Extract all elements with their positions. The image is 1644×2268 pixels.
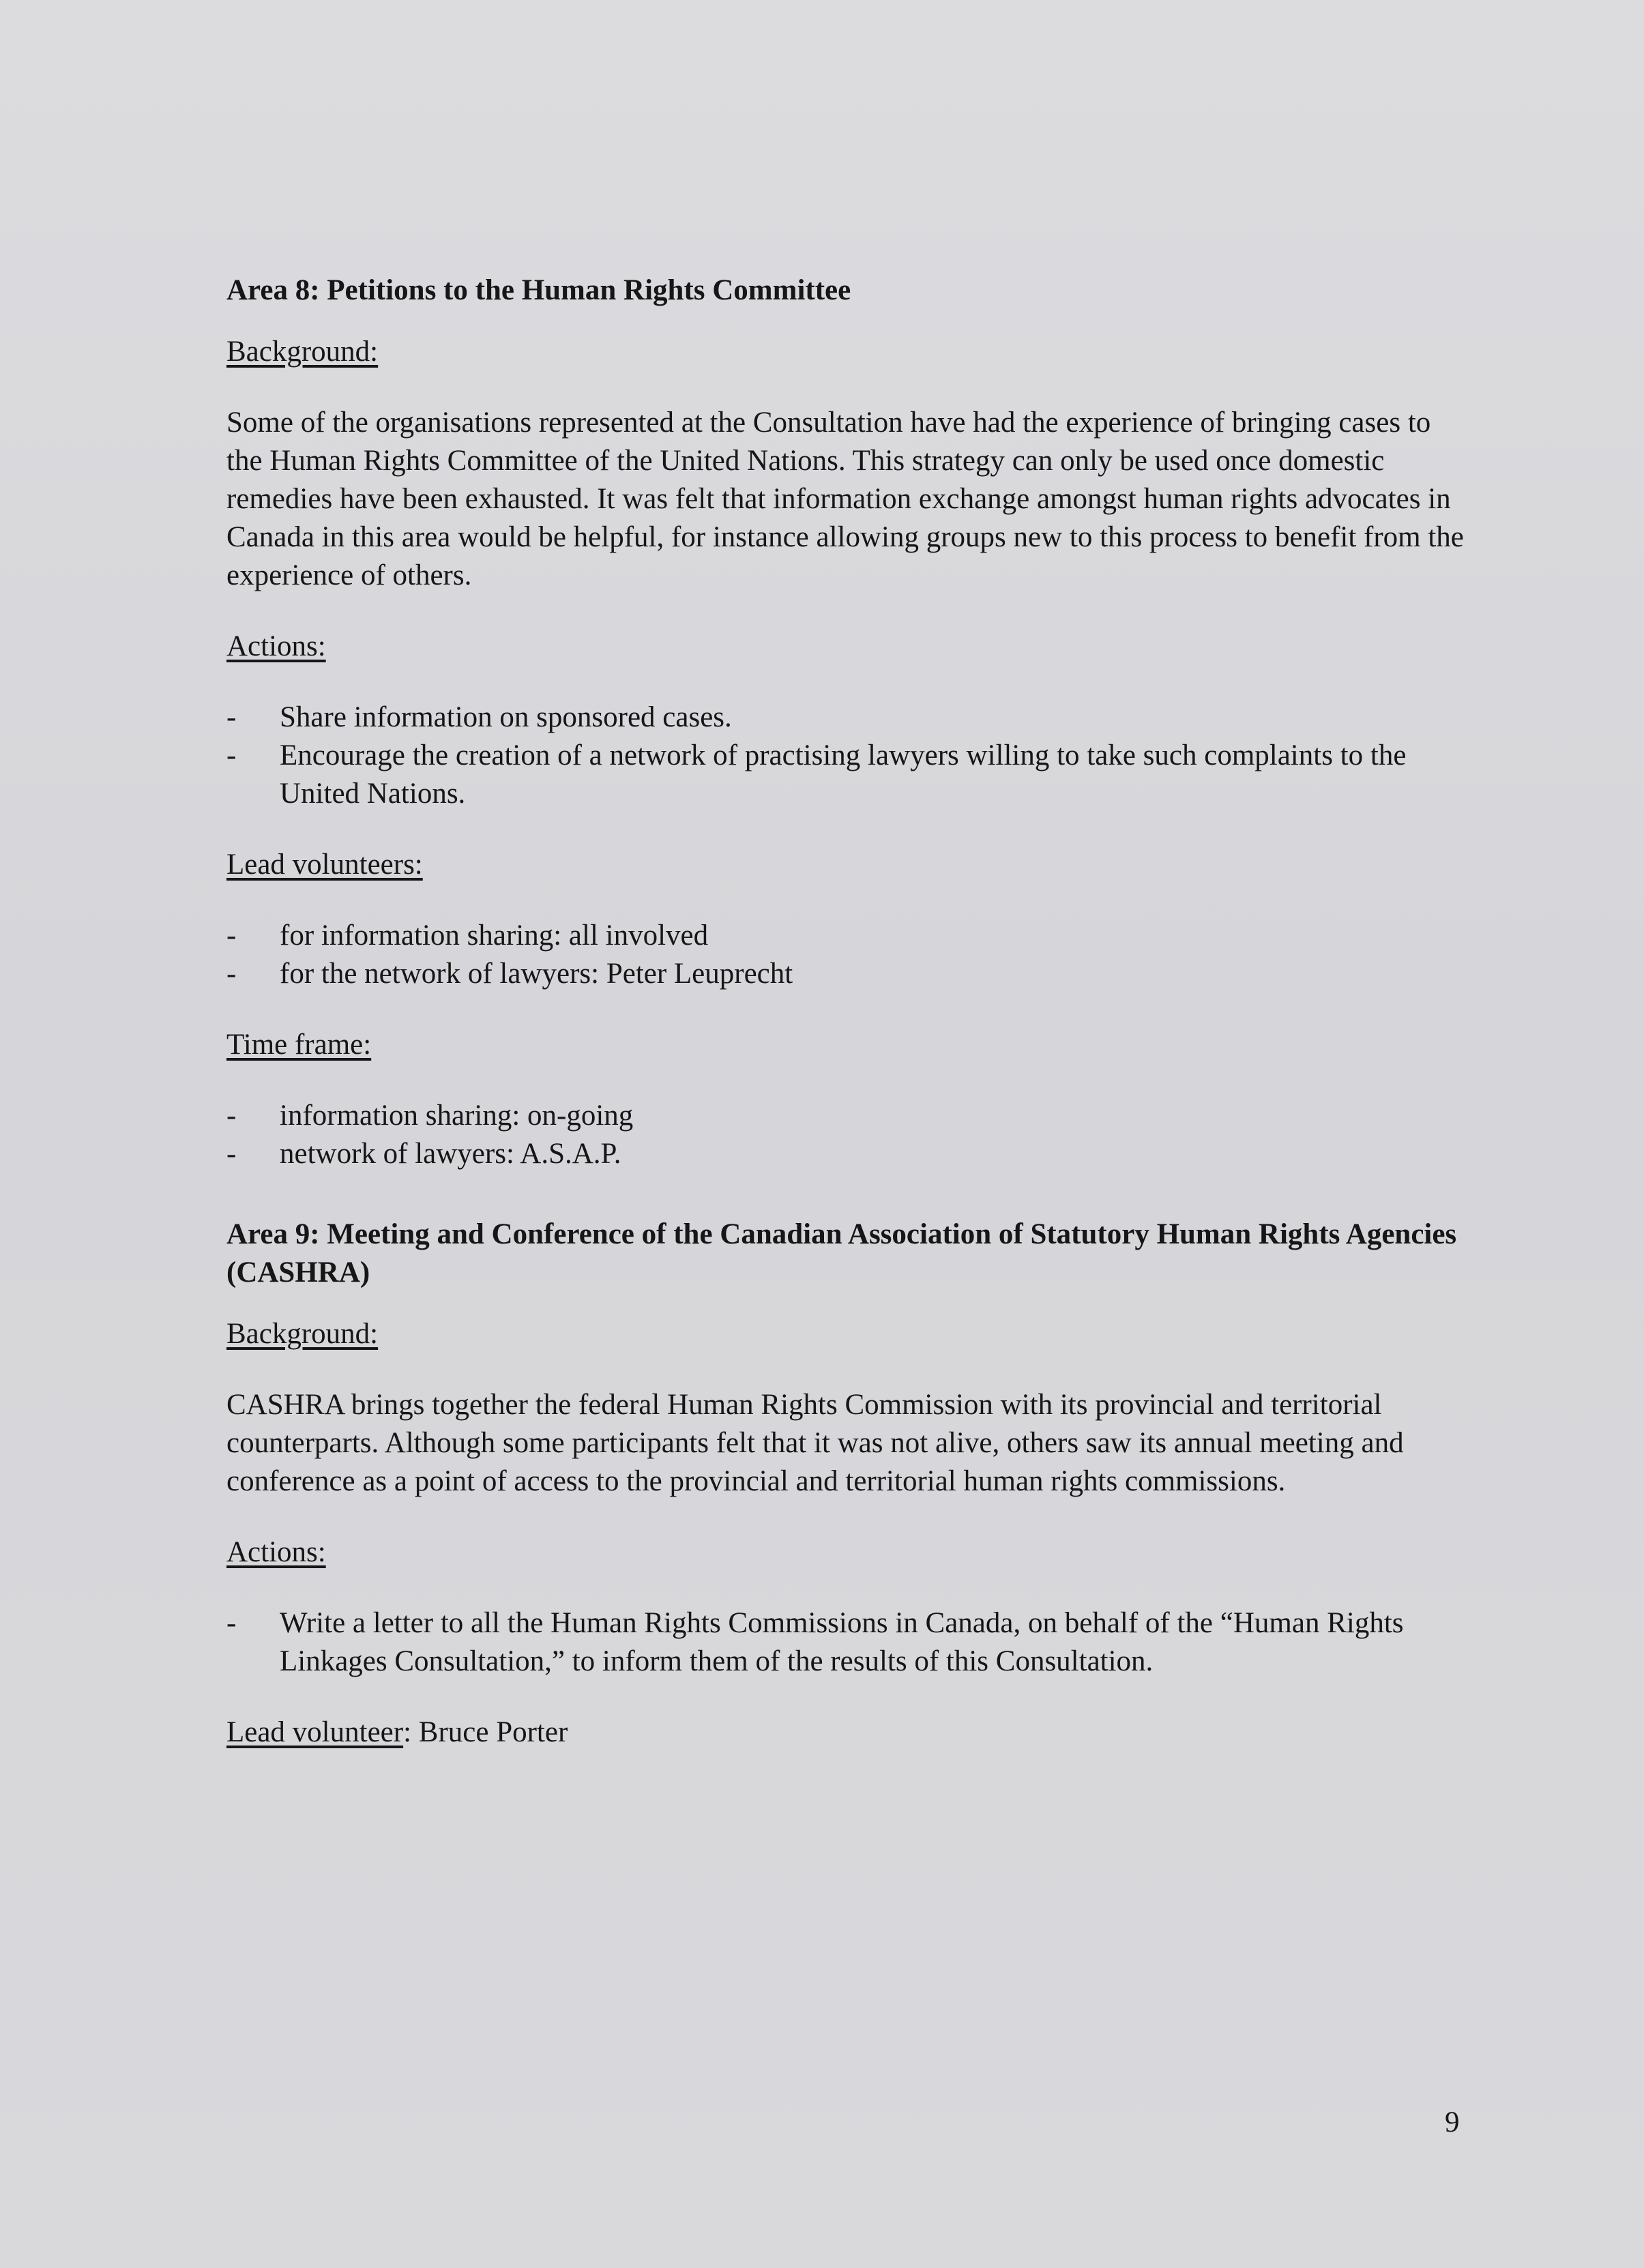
area-8-actions-list <box>226 698 1468 813</box>
area-8-background-label: Background: <box>226 336 379 368</box>
area-9-lead-line <box>226 1713 1468 1752</box>
list-item: - for information sharing: all involved <box>226 917 1468 955</box>
list-item: - information sharing: on-going <box>226 1097 1468 1135</box>
area-8-background-text: Some of the organisations represented at the Consultation have had the experience of bringing cases to the Human Rights Committee of the United Nations. This strategy can only be used once domestic remedies have been exhausted. It was felt that information exchange amongst human rights advocates in Canada in this area would be helpful, for instance allowing groups new to this process to benefit from the experience of others. <box>226 407 1464 591</box>
area-8-time-list <box>226 1097 1468 1173</box>
area-9-background-text: CASHRA brings together the federal Human Rights Commission with its provincial and territorial counterparts. Although some participants felt that it was not alive, others saw its annual meeting and conference as a point of access to the provincial and territorial human rights commissions. <box>226 1389 1404 1497</box>
page-content <box>226 271 1468 1752</box>
list-item: - Write a letter to all the Human Rights Commissions in Canada, on behalf of the “Human Rights Linkages Consultation,” to inform them of the results of this Consultation. <box>226 1604 1468 1681</box>
area-9-lead-label: Lead volunteer <box>226 1716 404 1748</box>
area-9-actions-list <box>226 1604 1468 1681</box>
page-number: 9 <box>1445 2106 1460 2138</box>
area-9-background-label: Background: <box>226 1318 379 1350</box>
area-8-section <box>226 271 1468 1173</box>
area-9-actions-label: Actions: <box>226 1536 326 1568</box>
area-8-lead-label: Lead volunteers: <box>226 849 423 881</box>
area-9-lead-value: : Bruce Porter <box>403 1716 568 1748</box>
area-9-section <box>226 1216 1468 1752</box>
area-9-title: Area 9: Meeting and Conference of the Canadian Association of Statutory Human Rights Agencies (CASHRA) <box>226 1218 1457 1288</box>
list-item: - Encourage the creation of a network of practising lawyers willing to take such complaints to the United Nations. <box>226 737 1468 813</box>
list-item: - Share information on sponsored cases. <box>226 698 1468 737</box>
list-item: - network of lawyers: A.S.A.P. <box>226 1135 1468 1173</box>
area-8-actions-label: Actions: <box>226 630 326 662</box>
list-item: - for the network of lawyers: Peter Leuprecht <box>226 955 1468 993</box>
area-8-title: Area 8: Petitions to the Human Rights Committee <box>226 274 851 306</box>
area-8-leads-list <box>226 917 1468 993</box>
area-8-time-label: Time frame: <box>226 1029 372 1061</box>
